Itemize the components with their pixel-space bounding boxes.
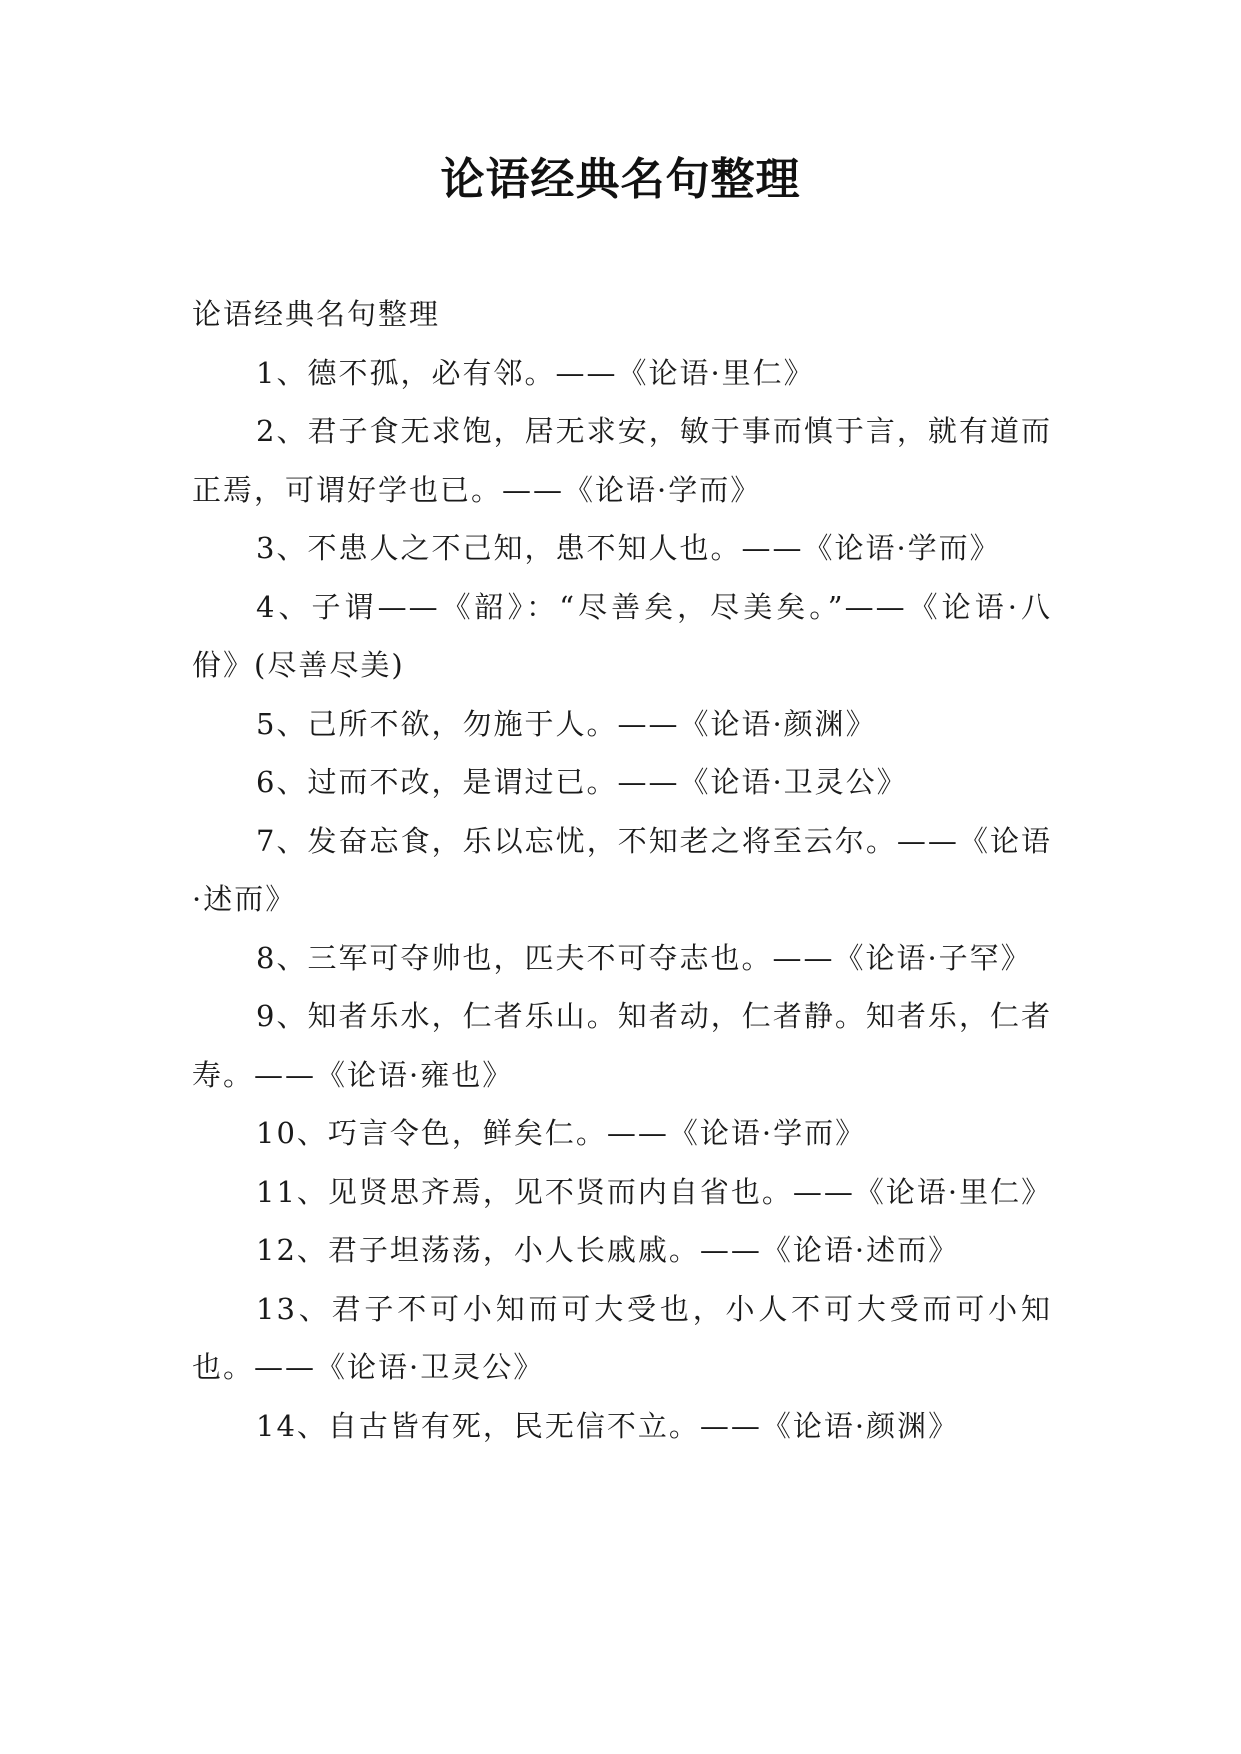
quote-item-5: 5、己所不欲，勿施于人。——《论语·颜渊》 — [256, 706, 877, 741]
quote-item-9: 9、知者乐水，仁者乐山。知者动，仁者静。知者乐，仁者寿。——《论语·雍也》 — [192, 999, 1052, 1092]
document-body — [192, 285, 1052, 1455]
quote-item-11: 11、见贤思齐焉，见不贤而内自省也。——《论语·里仁》 — [256, 1174, 1053, 1209]
quote-item-13: 13、君子不可小知而可大受也，小人不可大受而可小知也。——《论语·卫灵公》 — [192, 1291, 1052, 1384]
quote-item-12: 12、君子坦荡荡，小人长戚戚。——《论语·述而》 — [256, 1233, 960, 1267]
document-title: 论语经典名句整理 — [440, 154, 801, 205]
quote-item-14: 14、自古皆有死，民无信不立。——《论语·颜渊》 — [256, 1408, 960, 1443]
quote-item-7: 7、发奋忘食，乐以忘忧，不知老之将至云尔。——《论语·述而》 — [192, 823, 1052, 916]
quote-item-4: 4、子谓——《韶》：“尽善矣，尽美矣。”——《论语·八佾》(尽善尽美) — [192, 589, 1052, 682]
quote-item-6: 6、过而不改，是谓过已。——《论语·卫灵公》 — [256, 765, 908, 799]
quote-item-2: 2、君子食无求饱，居无求安，敏于事而慎于言，就有道而正焉，可谓好学也已。——《论语·学而》 — [192, 414, 1052, 507]
quote-item-10: 10、巧言令色，鲜矣仁。——《论语·学而》 — [256, 1116, 867, 1150]
body-heading: 论语经典名句整理 — [192, 297, 441, 331]
quote-item-3: 3、不患人之不己知，患不知人也。——《论语·学而》 — [256, 531, 1001, 565]
quote-item-8: 8、三军可夺帅也，匹夫不可夺志也。——《论语·子罕》 — [256, 940, 1032, 975]
quote-item-1: 1、德不孤，必有邻。——《论语·里仁》 — [256, 355, 815, 390]
